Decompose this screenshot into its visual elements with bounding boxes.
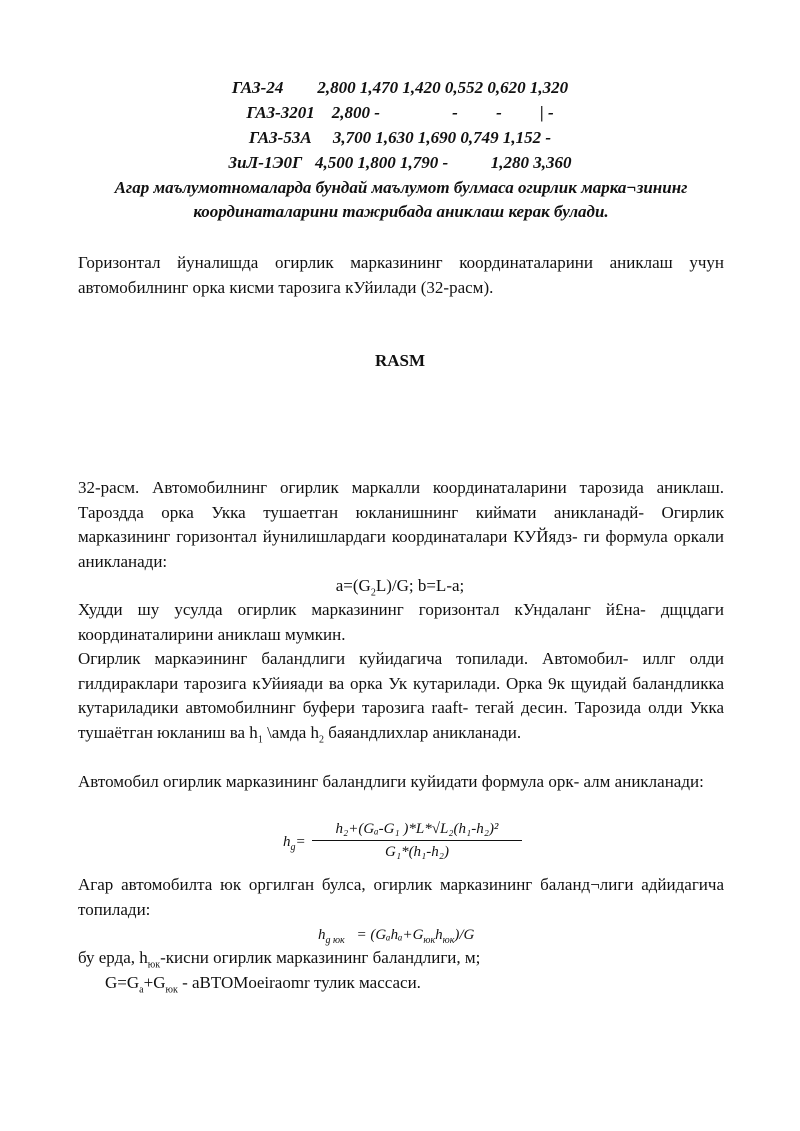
formula-numerator: h₂+(Gₐ-G₁ )*L*√L₂(h₁-h₂)² <box>312 820 522 841</box>
figure-placeholder: RASM <box>374 351 426 370</box>
table-row-gaz24: ГАЗ-24 2,800 1,470 1,420 0,552 0,620 1,320 <box>231 78 569 97</box>
figure-caption: 32-расм. Автомобилнинг огирлик маркалли координаталарини тарозида аниклаш. Тароздда орка Укка тушаетган юкланишнинг киймати аникланадй- Огирлик марказининг горизонтал йунилишлардаги координаталари КУЙядз- ги формула оркали аникланади: <box>78 478 724 571</box>
paragraph-transverse: Худди шу усулда огирлик марказининг горизонтал кУндаланг й£на- дщцдаги координаталирини аниклаш мумкин. <box>78 600 724 644</box>
formula-height-fraction <box>312 820 522 861</box>
table-row-gaz3201: ГАЗ-3201 2,800 - - - | - <box>246 103 554 122</box>
formula-denominator: G₁*(h₁-h₂) <box>385 844 449 860</box>
intro-paragraph: Горизонтал йуналишда огирлик марказининг координаталарини аниклаш учун автомобилнинг орка кисми тарозига кУйилади (32-расм). <box>78 253 724 297</box>
paragraph-where: бу ерда, $h_{юк}$-кисни огирлик марказининг баландлиги, м; <box>78 948 481 971</box>
formula-height-lhs: $h_g=$ <box>283 834 306 853</box>
formula-loaded-height: $h_{g юк} = (G_ah_a+G_{юк}h_{юк})/G$ <box>318 927 475 946</box>
paragraph-height-method: Огирлик маркаэининг баландлиги куйидагича топилади. Автомобил- иллг олди гилдираклари тарозига кУйияади ва орка Ук кутарилади. Орка 9к щуидай баландликка кутариладики автомобилнинг буфери тарозига raaft- тегай десин. Тарозида олди Укка тушаётган юкланиш ва $h_1$ \амда $h_2$ баяандлихлар аникланади. <box>78 649 724 745</box>
table-row-zil: ЗиЛ-1Э0Г 4,500 1,800 1,790 - 1,280 3,360 <box>228 153 572 172</box>
paragraph-formula-intro: Автомобил огирлик марказининг баландлиги куйидати формула орк- алм аникланади: <box>78 772 704 791</box>
table-row-gaz53a: ГАЗ-53А 3,700 1,630 1,690 0,749 1,152 - <box>248 128 552 147</box>
paragraph-loaded-vehicle: Агар автомобилта юк оргилган булса, огирлик марказининг баланд¬лиги адйидагича топилади: <box>78 875 724 919</box>
coordinate-equation: $a=(G_2L)/G$; b=L-a; <box>335 576 465 599</box>
paragraph-total-mass: $G=G_a+G_{юк}$ - aBTOMoeiraomr тулик массаси. <box>105 973 421 996</box>
table-note: Агар маълумотномаларда бундай маълумот булмаса огирлик марка¬зининг координаталарини тажрибада аниклаш керак булади. <box>114 178 688 221</box>
